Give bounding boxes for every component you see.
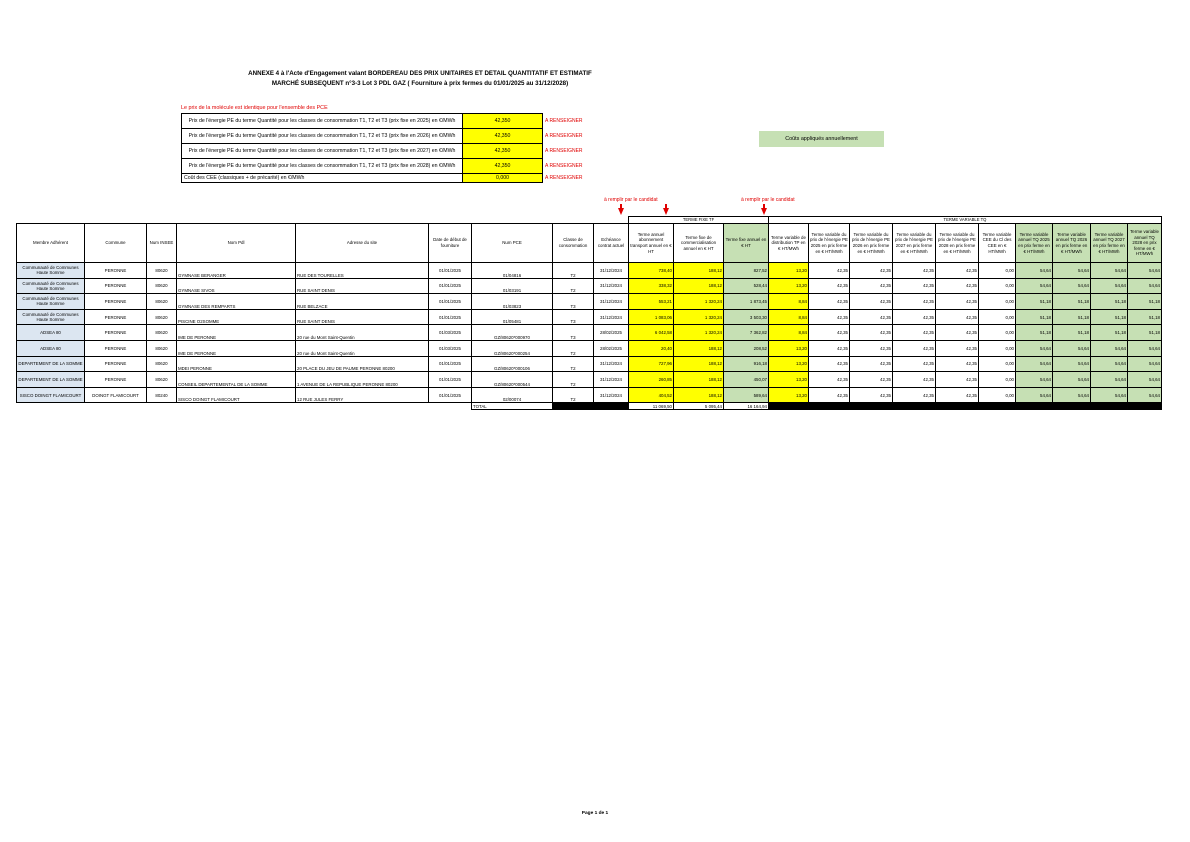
cell-tq-pe2025: 42,35 — [809, 387, 850, 403]
cell-tq-cee: 0,00 — [979, 340, 1016, 356]
cee-row — [182, 174, 593, 183]
cell-commune: DOINGT FLAMICOURT — [85, 387, 147, 403]
arrow-down-icon — [761, 208, 767, 215]
cell-tq-distribution[interactable]: 13,20 — [769, 278, 809, 294]
cell-echeance: 31/12/2024 — [594, 309, 629, 325]
table-row — [17, 263, 1162, 279]
cee-label: Coût des CEE (classiques + de précarité) en €/MWh — [182, 174, 463, 183]
a-renseigner-note: A RENSEIGNER — [545, 118, 583, 124]
cell-tq-pe2025: 42,35 — [809, 278, 850, 294]
col-tq-distribution: Terme variable de distribution TP en € HT/MWh — [769, 224, 809, 263]
price-value-input[interactable]: 42,350 — [463, 129, 543, 144]
cell-insee: 80240 — [147, 387, 177, 403]
cell-num-pce: GZ/80620*000106 — [472, 356, 553, 372]
cell-tq-pe2027: 42,35 — [893, 278, 936, 294]
cell-adresse: 20 PLACE DU JEU DE PAUME PERONNE 80200 — [296, 356, 429, 372]
cell-tq-pe2028: 42,35 — [936, 263, 979, 279]
cell-tq-2027: 51,18 — [1091, 294, 1128, 310]
cell-adresse: RUE BELZACE — [296, 294, 429, 310]
cell-tf-total: 528,44 — [724, 278, 769, 294]
col-tf-total: Terme fixe annuel en € HT — [724, 224, 769, 263]
col-tq-2025: Terme variable annuel TQ 2025 en prix ferme en € HT/MWh — [1016, 224, 1053, 263]
cell-insee: 80620 — [147, 294, 177, 310]
cell-tq-pe2028: 42,35 — [936, 278, 979, 294]
cell-tq-2028: 51,18 — [1128, 309, 1162, 325]
cell-tq-pe2026: 42,35 — [850, 294, 893, 310]
cell-tf-acheminement[interactable]: 553,21 — [629, 294, 674, 310]
cell-tq-distribution[interactable]: 8,84 — [769, 294, 809, 310]
cell-adresse: 12 RUE JULES FERRY — [296, 387, 429, 403]
cell-insee: 80620 — [147, 340, 177, 356]
cell-tf-fixe[interactable]: 188,12 — [674, 372, 724, 388]
price-value-input[interactable]: 42,350 — [463, 144, 543, 159]
group-terme-variable: TERME VARIABLE TQ — [769, 217, 1162, 224]
cell-commune: PERONNE — [85, 263, 147, 279]
cell-tq-distribution[interactable]: 13,20 — [769, 263, 809, 279]
group-terme-fixe: TERME FIXE TF — [629, 217, 769, 224]
cell-nom-pdl: GYMNASE DES REMPARTS — [177, 294, 296, 310]
cell-insee: 80620 — [147, 372, 177, 388]
page-footer: Page 1 de 1 — [581, 811, 609, 816]
cell-tq-distribution[interactable]: 8,84 — [769, 325, 809, 341]
cell-membre: SISCO DOINGT FLAMICOURT — [17, 387, 85, 403]
cell-num-pce: 01/04816 — [472, 263, 553, 279]
cell-nom-pdl: IME DE PERONNE — [177, 340, 296, 356]
table-row — [17, 309, 1162, 325]
cell-date-debut: 01/01/2025 — [429, 263, 472, 279]
table-row — [17, 372, 1162, 388]
document-title-line-1: ANNEXE 4 à l'Acte d'Engagement valant BORDEREAU DES PRIX UNITAIRES ET DETAIL QUANTITATIF ET ESTIMATIF — [248, 70, 592, 77]
cell-classe: T2 — [553, 387, 594, 403]
cell-tf-fixe[interactable]: 1 320,24 — [674, 309, 724, 325]
col-tq-pe2025: Terme variable du prix de l'énergie PE 2025 en prix ferme en € HT/MWh — [809, 224, 850, 263]
col-tq-2028: Terme variable annuel TQ 2028 en prix ferme en € HT/MWh — [1128, 224, 1162, 263]
cell-tf-acheminement[interactable]: 1 083,06 — [629, 309, 674, 325]
cell-tq-2028: 54,64 — [1128, 263, 1162, 279]
cell-tq-2026: 54,64 — [1053, 263, 1091, 279]
cell-nom-pdl: IME DE PERONNE — [177, 325, 296, 341]
cell-num-pce: 01/03191 — [472, 278, 553, 294]
cell-nom-pdl: SISCO DOINGT FLAMICOURT — [177, 387, 296, 403]
cell-tq-pe2025: 42,35 — [809, 340, 850, 356]
cell-tf-acheminement[interactable]: 6 042,58 — [629, 325, 674, 341]
col-tq-pe2027: Terme variable du prix de l'énergie PE 2027 en prix ferme en € HT/MWh — [893, 224, 936, 263]
cell-tq-pe2025: 42,35 — [809, 294, 850, 310]
total-tf-acheminement: 11 069,50 — [629, 403, 674, 410]
table-row — [17, 278, 1162, 294]
cell-commune: PERONNE — [85, 372, 147, 388]
cell-tf-fixe[interactable]: 1 320,24 — [674, 294, 724, 310]
cell-tq-pe2026: 42,35 — [850, 263, 893, 279]
detail-quantitatif-table — [16, 216, 1162, 410]
cell-tq-pe2028: 42,35 — [936, 325, 979, 341]
cell-tf-fixe[interactable]: 188,12 — [674, 387, 724, 403]
col-num-pce: Num PCE — [472, 224, 553, 263]
cell-insee: 80620 — [147, 356, 177, 372]
cell-echeance: 31/12/2024 — [594, 278, 629, 294]
cell-classe: T3 — [553, 325, 594, 341]
cell-commune: PERONNE — [85, 278, 147, 294]
cell-tf-acheminement[interactable]: 738,40 — [629, 263, 674, 279]
total-black-cell — [769, 403, 1162, 410]
cell-classe: T2 — [553, 356, 594, 372]
cell-tq-pe2025: 42,35 — [809, 372, 850, 388]
cell-tf-acheminement[interactable]: 338,32 — [629, 278, 674, 294]
col-tf-acheminement: Terme annuel abonnement transport annuel en € HT — [629, 224, 674, 263]
cell-tq-pe2028: 42,35 — [936, 387, 979, 403]
cell-tq-pe2028: 42,35 — [936, 356, 979, 372]
cell-commune: PERONNE — [85, 309, 147, 325]
energy-price-table — [181, 113, 593, 183]
cell-tf-fixe[interactable]: 188,12 — [674, 356, 724, 372]
cell-tq-pe2025: 42,35 — [809, 356, 850, 372]
cell-num-pce: 01/03823 — [472, 294, 553, 310]
cell-adresse: RUE SAINT DENIS — [296, 278, 429, 294]
cell-tq-pe2027: 42,35 — [893, 372, 936, 388]
cell-tq-pe2025: 42,35 — [809, 263, 850, 279]
cell-tq-2025: 51,18 — [1016, 294, 1053, 310]
cell-date-debut: 01/01/2025 — [429, 294, 472, 310]
table-row — [17, 294, 1162, 310]
cell-tq-cee: 0,00 — [979, 356, 1016, 372]
cell-echeance: 31/12/2024 — [594, 372, 629, 388]
cell-tq-cee: 0,00 — [979, 294, 1016, 310]
cell-date-debut: 01/01/2025 — [429, 356, 472, 372]
cell-tq-2027: 51,18 — [1091, 325, 1128, 341]
cell-nom-pdl: MDEI PERONNE — [177, 356, 296, 372]
cell-tq-2025: 54,64 — [1016, 263, 1053, 279]
cell-date-debut: 01/01/2025 — [429, 309, 472, 325]
cell-tq-2028: 54,64 — [1128, 356, 1162, 372]
col-adresse: Adresse du site — [296, 224, 429, 263]
cell-echeance: 31/12/2024 — [594, 387, 629, 403]
col-commune: Commune — [85, 224, 147, 263]
cell-tq-pe2027: 42,35 — [893, 309, 936, 325]
cell-tq-2026: 51,18 — [1053, 294, 1091, 310]
cell-tq-pe2026: 42,35 — [850, 278, 893, 294]
price-label: Prix de l'énergie PE du terme Quantité pour les classes de consommation T1, T2 et T3 (prix fixe en 2028) en €/MWh — [182, 159, 463, 174]
cell-tq-2027: 51,18 — [1091, 309, 1128, 325]
cell-tq-cee: 0,00 — [979, 325, 1016, 341]
cell-tq-cee: 0,00 — [979, 263, 1016, 279]
cell-adresse: 20 rue du Mont Saint-Quentin — [296, 325, 429, 341]
col-tq-2026: Terme variable annuel TQ 2026 en prix ferme en € HT/MWh — [1053, 224, 1091, 263]
cell-tf-total: 3 503,30 — [724, 309, 769, 325]
price-label: Prix de l'énergie PE du terme Quantité pour les classes de consommation T1, T2 et T3 (prix fixe en 2025) en €/MWh — [182, 114, 463, 129]
cell-tf-total: 827,52 — [724, 263, 769, 279]
col-tq-2027: Terme variable annuel TQ 2027 en prix ferme en € HT/MWh — [1091, 224, 1128, 263]
cell-nom-pdl: GYMNASE SIVOS — [177, 278, 296, 294]
cell-classe: T3 — [553, 294, 594, 310]
cell-tq-2027: 54,64 — [1091, 356, 1128, 372]
cell-commune: PERONNE — [85, 294, 147, 310]
cell-tq-pe2025: 42,35 — [809, 309, 850, 325]
cell-tq-distribution[interactable]: 13,20 — [769, 387, 809, 403]
cell-echeance: 31/12/2024 — [594, 294, 629, 310]
cell-tq-2028: 54,64 — [1128, 372, 1162, 388]
cell-membre: ADSEA 80 — [17, 325, 85, 341]
cell-tq-2028: 54,64 — [1128, 387, 1162, 403]
arrow-down-icon — [618, 208, 624, 215]
cell-insee: 80620 — [147, 263, 177, 279]
cell-tq-pe2028: 42,35 — [936, 294, 979, 310]
cell-tq-2025: 54,64 — [1016, 356, 1053, 372]
col-tq-cee: Terme variable CEE du Cl des CEE en € HT/MWh — [979, 224, 1016, 263]
cell-echeance: 28/02/2025 — [594, 340, 629, 356]
total-tf-total: 16 164,94 — [724, 403, 769, 410]
cell-commune: PERONNE — [85, 356, 147, 372]
cell-tq-2027: 54,64 — [1091, 278, 1128, 294]
cell-num-pce: GZ/80620*000970 — [472, 325, 553, 341]
price-row — [182, 144, 593, 159]
cell-membre: Communauté de Communes Haute Somme — [17, 278, 85, 294]
cell-tq-pe2026: 42,35 — [850, 325, 893, 341]
cell-membre: Communauté de Communes Haute Somme — [17, 263, 85, 279]
col-date-debut: Date de début de fourniture — [429, 224, 472, 263]
cell-date-debut: 01/01/2025 — [429, 278, 472, 294]
cell-tq-2028: 54,64 — [1128, 340, 1162, 356]
cell-tq-2027: 54,64 — [1091, 340, 1128, 356]
cell-tf-total: 450,07 — [724, 372, 769, 388]
cell-tq-2028: 51,18 — [1128, 294, 1162, 310]
col-insee: Num INSEE — [147, 224, 177, 263]
cell-tf-fixe[interactable]: 188,12 — [674, 263, 724, 279]
cell-membre: Communauté de Communes Haute Somme — [17, 309, 85, 325]
cell-membre: Communauté de Communes Haute Somme — [17, 294, 85, 310]
cell-echeance: 28/02/2025 — [594, 325, 629, 341]
col-tf-fixe: Terme fixe de commercialisation annuel en € HT — [674, 224, 724, 263]
table-row — [17, 387, 1162, 403]
cell-membre: DEPARTEMENT DE LA SOMME — [17, 372, 85, 388]
cell-tq-2025: 54,64 — [1016, 387, 1053, 403]
cell-tq-2025: 54,64 — [1016, 340, 1053, 356]
cell-tf-acheminement[interactable]: 727,96 — [629, 356, 674, 372]
cell-tf-acheminement[interactable]: 260,85 — [629, 372, 674, 388]
cell-num-pce: GZ/80620*000254 — [472, 340, 553, 356]
cell-tf-total: 208,52 — [724, 340, 769, 356]
cell-adresse: RUE DES TOURELLES — [296, 263, 429, 279]
col-tq-pe2026: Terme variable du prix de l'énergie PE 2026 en prix ferme en € HT/MWh — [850, 224, 893, 263]
cell-tq-2026: 51,18 — [1053, 325, 1091, 341]
col-tq-pe2028: Terme variable du prix de l'énergie PE 2028 en prix ferme en € HT/MWh — [936, 224, 979, 263]
cell-num-pce: GZ/80620*000544 — [472, 372, 553, 388]
cell-tq-2026: 54,64 — [1053, 356, 1091, 372]
cell-tq-pe2025: 42,35 — [809, 325, 850, 341]
a-renseigner-note: A RENSEIGNER — [545, 148, 583, 154]
cell-tq-pe2028: 42,35 — [936, 372, 979, 388]
cell-tq-distribution[interactable]: 13,20 — [769, 340, 809, 356]
price-label: Prix de l'énergie PE du terme Quantité pour les classes de consommation T1, T2 et T3 (prix fixe en 2027) en €/MWh — [182, 144, 463, 159]
cell-date-debut: 01/03/2025 — [429, 340, 472, 356]
cell-date-debut: 01/03/2025 — [429, 325, 472, 341]
cell-adresse: RUE SAINT DENIS — [296, 309, 429, 325]
cell-tq-cee: 0,00 — [979, 387, 1016, 403]
a-renseigner-note: A RENSEIGNER — [545, 175, 583, 181]
cell-tq-distribution[interactable]: 13,20 — [769, 356, 809, 372]
cell-classe: T2 — [553, 372, 594, 388]
a-renseigner-note: A RENSEIGNER — [545, 163, 583, 169]
cell-tq-2026: 54,64 — [1053, 387, 1091, 403]
price-value-input[interactable]: 42,350 — [463, 114, 543, 129]
cell-tq-2027: 54,64 — [1091, 387, 1128, 403]
total-label: TOTAL — [472, 403, 553, 410]
cee-value-input[interactable]: 0,000 — [463, 174, 543, 183]
arrow-down-icon — [663, 208, 669, 215]
cell-tq-cee: 0,00 — [979, 309, 1016, 325]
cell-echeance: 31/12/2024 — [594, 356, 629, 372]
price-row — [182, 159, 593, 174]
cell-tf-total: 589,64 — [724, 387, 769, 403]
cell-tq-2026: 54,64 — [1053, 372, 1091, 388]
cell-tq-2026: 51,18 — [1053, 309, 1091, 325]
cell-tq-2028: 54,64 — [1128, 278, 1162, 294]
cell-echeance: 31/12/2024 — [594, 263, 629, 279]
cell-adresse: 1 AVENUE DE LA REPUBLIQUE PERONNE 80200 — [296, 372, 429, 388]
cell-tq-2025: 54,64 — [1016, 372, 1053, 388]
cell-classe: T3 — [553, 309, 594, 325]
cell-tq-pe2027: 42,35 — [893, 325, 936, 341]
cell-tf-fixe[interactable]: 188,12 — [674, 278, 724, 294]
cell-nom-pdl: PISCINE O2SOMME — [177, 309, 296, 325]
candidat-note-variable: à remplir par le candidat — [741, 197, 795, 203]
col-nom-pdl: Nom Pdl — [177, 224, 296, 263]
cell-tf-acheminement[interactable]: 404,52 — [629, 387, 674, 403]
cell-tq-2025: 51,18 — [1016, 309, 1053, 325]
cell-tq-pe2026: 42,35 — [850, 387, 893, 403]
price-row — [182, 114, 593, 129]
cell-tf-total: 1 873,45 — [724, 294, 769, 310]
table-row — [17, 340, 1162, 356]
cell-nom-pdl: GYMNASE BERANGER — [177, 263, 296, 279]
candidat-note-fixe: à remplir par le candidat — [604, 197, 658, 203]
cell-commune: PERONNE — [85, 340, 147, 356]
cell-tq-pe2027: 42,35 — [893, 340, 936, 356]
cell-tq-2026: 54,64 — [1053, 340, 1091, 356]
couts-appliques-label: Coûts appliqués annuellement — [759, 131, 884, 147]
cell-tq-pe2026: 42,35 — [850, 356, 893, 372]
cell-tq-2027: 54,64 — [1091, 372, 1128, 388]
price-row — [182, 129, 593, 144]
cell-tq-2027: 54,64 — [1091, 263, 1128, 279]
molecule-note: Le prix de la molécule est identique pour l'ensemble des PCE — [181, 105, 328, 111]
col-echeance: Echéance contrat actuel — [594, 224, 629, 263]
price-value-input[interactable]: 42,350 — [463, 159, 543, 174]
a-renseigner-note: A RENSEIGNER — [545, 133, 583, 139]
cell-num-pce: 02/00074 — [472, 387, 553, 403]
table-row — [17, 356, 1162, 372]
cell-date-debut: 01/01/2025 — [429, 372, 472, 388]
cell-tq-2025: 54,64 — [1016, 278, 1053, 294]
cell-tf-acheminement[interactable]: 20,40 — [629, 340, 674, 356]
cell-tq-pe2028: 42,35 — [936, 340, 979, 356]
cell-tq-2028: 51,18 — [1128, 325, 1162, 341]
cell-tq-pe2026: 42,35 — [850, 372, 893, 388]
cell-num-pce: 01/05481 — [472, 309, 553, 325]
cell-tq-2025: 51,18 — [1016, 325, 1053, 341]
cell-tf-fixe[interactable]: 1 320,24 — [674, 325, 724, 341]
cell-tq-pe2027: 42,35 — [893, 294, 936, 310]
cell-tq-2026: 54,64 — [1053, 278, 1091, 294]
cell-classe: T2 — [553, 278, 594, 294]
cell-classe: T2 — [553, 340, 594, 356]
table-row — [17, 325, 1162, 341]
cell-commune: PERONNE — [85, 325, 147, 341]
cell-tf-fixe[interactable]: 188,12 — [674, 340, 724, 356]
total-black-cell — [553, 403, 629, 410]
cell-tq-pe2026: 42,35 — [850, 309, 893, 325]
cell-tq-pe2027: 42,35 — [893, 356, 936, 372]
cell-adresse: 20 rue du Mont Saint-Quentin — [296, 340, 429, 356]
cell-tf-total: 7 362,82 — [724, 325, 769, 341]
cell-tq-distribution[interactable]: 8,84 — [769, 309, 809, 325]
cell-insee: 80620 — [147, 325, 177, 341]
cell-tq-pe2028: 42,35 — [936, 309, 979, 325]
col-classe: Classe de consommation — [553, 224, 594, 263]
cell-date-debut: 01/01/2025 — [429, 387, 472, 403]
total-tf-fixe: 5 095,44 — [674, 403, 724, 410]
cell-insee: 80620 — [147, 309, 177, 325]
cell-nom-pdl: CONSEIL DEPARTEMENTAL DE LA SOMME — [177, 372, 296, 388]
cell-membre: ADSEA 80 — [17, 340, 85, 356]
price-label: Prix de l'énergie PE du terme Quantité pour les classes de consommation T1, T2 et T3 (prix fixe en 2026) en €/MWh — [182, 129, 463, 144]
cell-insee: 80620 — [147, 278, 177, 294]
cell-tq-cee: 0,00 — [979, 372, 1016, 388]
document-title-line-2: MARCHÉ SUBSEQUENT n°3-3 Lot 3 PDL GAZ ( Fourniture à prix fermes du 01/01/2025 au 31/12/2028) — [271, 80, 569, 87]
col-membre: Membre Adhérent — [17, 224, 85, 263]
cell-tq-pe2026: 42,35 — [850, 340, 893, 356]
cell-membre: DEPARTEMENT DE LA SOMME — [17, 356, 85, 372]
cell-tf-total: 916,18 — [724, 356, 769, 372]
cell-tq-pe2027: 42,35 — [893, 387, 936, 403]
cell-tq-cee: 0,00 — [979, 278, 1016, 294]
cell-tq-pe2027: 42,35 — [893, 263, 936, 279]
cell-tq-distribution[interactable]: 13,20 — [769, 372, 809, 388]
cell-classe: T2 — [553, 263, 594, 279]
